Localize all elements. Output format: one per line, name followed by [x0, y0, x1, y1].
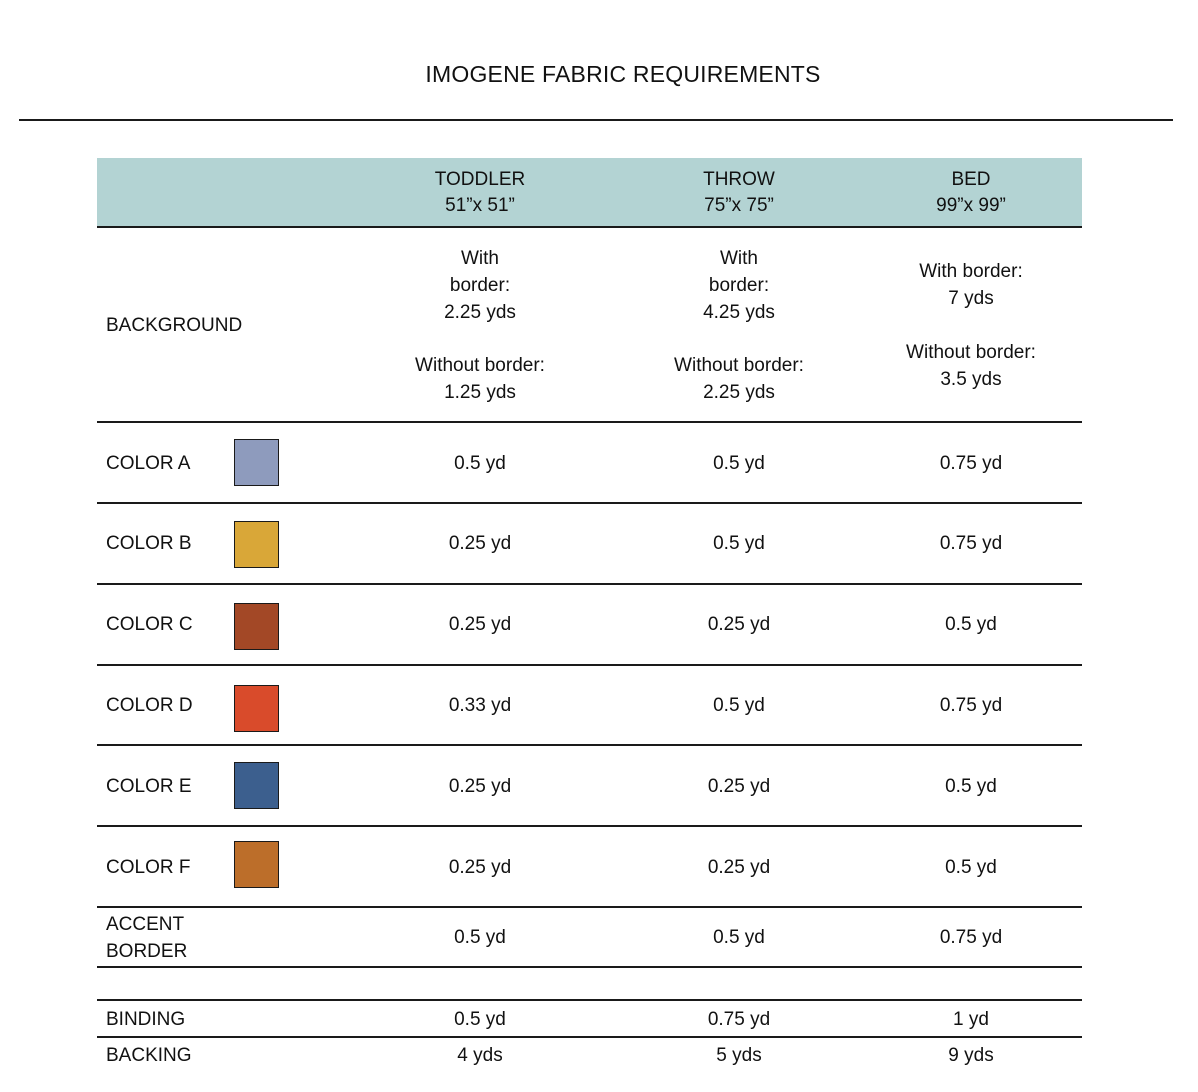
cell-line: border:: [708, 275, 770, 296]
column-header-toddler: [370, 167, 590, 219]
cell-line: With border:: [919, 261, 1023, 282]
table-cell: 0.5 yd: [454, 453, 506, 474]
row-label-color-b: COLOR B: [106, 533, 192, 554]
cell-line: With: [461, 248, 499, 269]
row-divider: [97, 966, 1082, 968]
row-divider: [97, 1036, 1082, 1038]
table-cell: 5 yds: [716, 1045, 762, 1066]
table-cell: 0.25 yd: [707, 857, 771, 878]
row-divider: [97, 999, 1082, 1001]
background-without-border-bed: [861, 339, 1081, 393]
cell-line: border:: [449, 275, 511, 296]
cell-line: Without border:: [674, 355, 804, 376]
row-divider: [97, 744, 1082, 746]
column-header-throw: [629, 167, 849, 219]
row-divider: [97, 825, 1082, 827]
table-cell: 0.33 yd: [448, 695, 512, 716]
color-swatch-c: [234, 603, 279, 650]
table-cell: 0.75 yd: [939, 533, 1003, 554]
table-cell: 0.5 yd: [713, 927, 765, 948]
background-with-border-throw: [629, 245, 849, 326]
cell-line: With: [720, 248, 758, 269]
table-cell: 0.5 yd: [945, 857, 997, 878]
table-cell: 0.5 yd: [454, 927, 506, 948]
table-cell: 0.5 yd: [713, 533, 765, 554]
label-line: ACCENT: [106, 914, 185, 935]
row-label-color-f: COLOR F: [106, 857, 191, 878]
table-cell: 0.5 yd: [454, 1009, 506, 1030]
table-cell: 0.25 yd: [448, 533, 512, 554]
row-label-binding: BINDING: [106, 1009, 186, 1030]
cell-line: 3.5 yds: [940, 369, 1002, 390]
table-cell: 1 yd: [953, 1009, 989, 1030]
row-label-background: BACKGROUND: [106, 315, 243, 336]
row-label-color-c: COLOR C: [106, 614, 193, 635]
column-header-bed: [861, 167, 1081, 219]
row-label-backing: BACKING: [106, 1045, 192, 1066]
row-divider: [97, 502, 1082, 504]
table-cell: 0.25 yd: [448, 776, 512, 797]
cell-line: 4.25 yds: [703, 302, 775, 323]
table-cell: 9 yds: [948, 1045, 994, 1066]
color-swatch-b: [234, 521, 279, 568]
row-label-color-e: COLOR E: [106, 776, 192, 797]
cell-line: 2.25 yds: [703, 382, 775, 403]
table-cell: 0.5 yd: [945, 776, 997, 797]
background-without-border-throw: [629, 352, 849, 406]
table-cell: 0.25 yd: [448, 614, 512, 635]
cell-line: 7 yds: [948, 288, 994, 309]
cell-line: 1.25 yds: [444, 382, 516, 403]
color-swatch-d: [234, 685, 279, 732]
background-with-border-bed: [861, 258, 1081, 312]
label-line: BORDER: [106, 941, 188, 962]
cell-line: Without border:: [415, 355, 545, 376]
column-name: TODDLER: [434, 169, 526, 190]
row-label-color-d: COLOR D: [106, 695, 193, 716]
column-size: 51”x 51”: [445, 195, 515, 216]
table-cell: 0.75 yd: [939, 927, 1003, 948]
background-with-border-toddler: [370, 245, 590, 326]
table-cell: 0.75 yd: [939, 453, 1003, 474]
column-size: 99”x 99”: [936, 195, 1006, 216]
title-divider: [19, 119, 1173, 121]
table-cell: 0.25 yd: [707, 776, 771, 797]
background-without-border-toddler: [370, 352, 590, 406]
table-cell: 0.5 yd: [945, 614, 997, 635]
table-cell: 0.75 yd: [939, 695, 1003, 716]
table-cell: 0.25 yd: [707, 614, 771, 635]
table-cell: 0.25 yd: [448, 857, 512, 878]
column-size: 75”x 75”: [704, 195, 774, 216]
row-divider: [97, 421, 1082, 423]
table-cell: 4 yds: [457, 1045, 503, 1066]
table-cell: 0.5 yd: [713, 453, 765, 474]
page-title: IMOGENE FABRIC REQUIREMENTS: [425, 61, 821, 87]
color-swatch-e: [234, 762, 279, 809]
color-swatch-a: [234, 439, 279, 486]
table-cell: 0.5 yd: [713, 695, 765, 716]
row-divider: [97, 664, 1082, 666]
color-swatch-f: [234, 841, 279, 888]
column-name: BED: [951, 169, 991, 190]
row-label-accent-border: [106, 911, 187, 965]
table-cell: 0.75 yd: [707, 1009, 771, 1030]
row-label-color-a: COLOR A: [106, 453, 191, 474]
row-divider: [97, 906, 1082, 908]
row-divider: [97, 583, 1082, 585]
cell-line: Without border:: [906, 342, 1036, 363]
column-name: THROW: [703, 169, 775, 190]
cell-line: 2.25 yds: [444, 302, 516, 323]
